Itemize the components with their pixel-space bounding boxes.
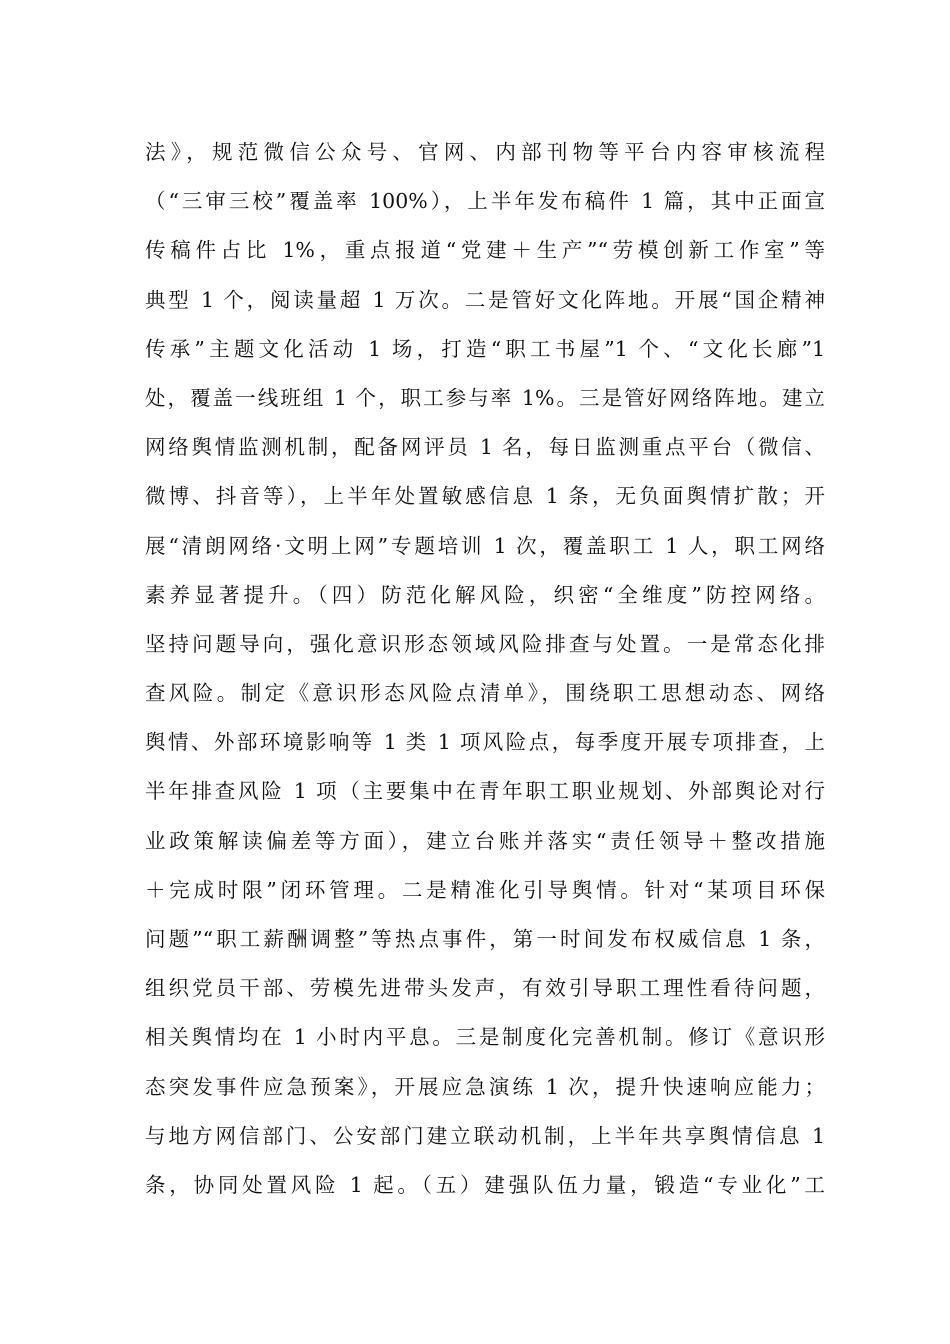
text-line: 态突发事件应急预案》，开展应急演练 1 次，提升快速响应能力； [145,1074,825,1099]
text-line: 展“清朗网络·文明上网”专题培训 1 次，覆盖职工 1 人，职工网络 [145,533,825,558]
text-line: ＋完成时限”闭环管理。二是精准化引导舆情。针对“某项目环保 [145,877,825,902]
text-line: 传稿件占比 1%，重点报道“党建＋生产”“劳模创新工作室”等 [145,238,825,263]
text-line: 业政策解读偏差等方面），建立台账并落实“责任领导＋整改措施 [145,828,825,853]
text-line: 法》，规范微信公众号、官网、内部刊物等平台内容审核流程 [145,140,825,164]
text-line: 处，覆盖一线班组 1 个，职工参与率 1%。三是管好网络阵地。建立 [145,385,825,410]
text-line: 素养显著提升。（四）防范化解风险，织密“全维度”防控网络。 [145,582,825,607]
text-line: 相关舆情均在 1 小时内平息。三是制度化完善机制。修订《意识形 [145,1025,825,1050]
text-line: 舆情、外部环境影响等 1 类 1 项风险点，每季度开展专项排查，上 [145,730,825,755]
text-line: 条，协同处置风险 1 起。（五）建强队伍力量，锻造“专业化”工 [145,1172,825,1197]
text-line: 查风险。制定《意识形态风险点清单》，围绕职工思想动态、网络 [145,681,825,706]
text-line: （“三审三校”覆盖率 100%），上半年发布稿件 1 篇，其中正面宣 [145,189,825,214]
text-line: 微博、抖音等），上半年处置敏感信息 1 条，无负面舆情扩散；开 [145,484,825,509]
text-line: 组织党员干部、劳模先进带头发声，有效引导职工理性看待问题， [145,976,825,1001]
text-line: 与地方网信部门、公安部门建立联动机制，上半年共享舆情信息 1 [145,1123,825,1148]
text-line: 半年排查风险 1 项（主要集中在青年职工职业规划、外部舆论对行 [145,779,825,804]
text-line: 问题”“职工薪酬调整”等热点事件，第一时间发布权威信息 1 条， [145,927,825,951]
text-line: 传承”主题文化活动 1 场，打造“职工书屋”1 个、“文化长廊”1 [145,336,825,361]
text-line: 坚持问题导向，强化意识形态领域风险排查与处置。一是常态化排 [145,631,825,656]
text-line: 网络舆情监测机制，配备网评员 1 名，每日监测重点平台（微信、 [145,435,825,460]
body-text [145,128,825,1210]
text-line: 典型 1 个，阅读量超 1 万次。二是管好文化阵地。开展“国企精神 [145,287,825,312]
